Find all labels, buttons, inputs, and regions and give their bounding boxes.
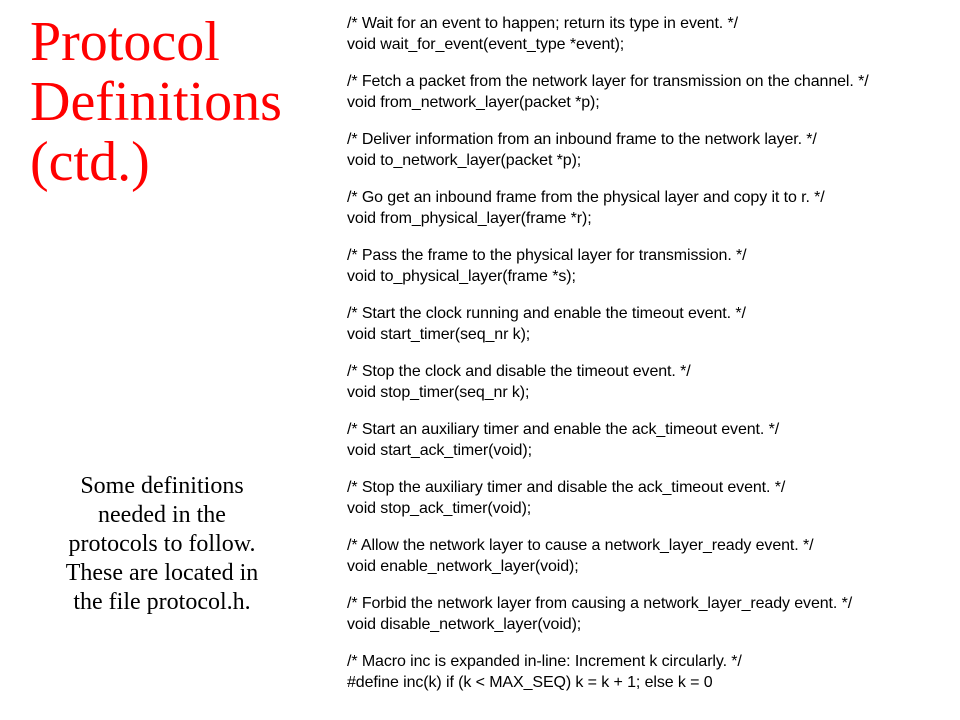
definition-entry (347, 72, 947, 130)
definition-code: void stop_ack_timer(void); (347, 499, 532, 517)
definition-entry (347, 478, 947, 536)
caption-line: Some definitions (80, 473, 244, 499)
definition-entry (347, 14, 947, 72)
definition-code: void from_network_layer(packet *p); (347, 93, 600, 111)
definition-entry (347, 246, 947, 304)
definition-comment: /* Start an auxiliary timer and enable the ack_timeout event. */ (347, 421, 780, 438)
definition-comment: /* Macro inc is expanded in-line: Increment k circularly. */ (347, 653, 742, 670)
definition-code: #define inc(k) if (k < MAX_SEQ) k = k + 1; else k = 0 (347, 673, 713, 691)
caption-line: needed in the (98, 502, 226, 528)
definition-code: void stop_timer(seq_nr k); (347, 383, 530, 401)
definition-entry (347, 304, 947, 362)
definition-entry (347, 652, 947, 710)
caption-line: These are located in (65, 560, 259, 586)
definition-entry (347, 362, 947, 420)
definition-comment: /* Allow the network layer to cause a network_layer_ready event. */ (347, 537, 814, 554)
definition-code: void start_ack_timer(void); (347, 441, 532, 459)
definition-entry (347, 594, 947, 652)
definition-code: void to_physical_layer(frame *s); (347, 267, 576, 285)
definition-comment: /* Stop the clock and disable the timeout event. */ (347, 363, 691, 380)
slide-caption (14, 472, 310, 617)
definition-comment: /* Start the clock running and enable the timeout event. */ (347, 305, 746, 322)
definition-code: void start_timer(seq_nr k); (347, 325, 531, 343)
definition-entry (347, 130, 947, 188)
definition-code: void disable_network_layer(void); (347, 615, 582, 633)
definition-comment: /* Stop the auxiliary timer and disable the ack_timeout event. */ (347, 479, 786, 496)
definition-code: void enable_network_layer(void); (347, 557, 579, 575)
slide-title-line: (ctd.) (30, 131, 150, 193)
caption-line: protocols to follow. (68, 531, 256, 557)
definition-code: void to_network_layer(packet *p); (347, 151, 582, 169)
definition-comment: /* Pass the frame to the physical layer for transmission. */ (347, 247, 747, 264)
definitions-list (347, 14, 947, 710)
definition-comment: /* Go get an inbound frame from the physical layer and copy it to r. */ (347, 189, 825, 206)
definition-comment: /* Forbid the network layer from causing a network_layer_ready event. */ (347, 595, 853, 612)
definition-comment: /* Fetch a packet from the network layer for transmission on the channel. */ (347, 73, 869, 90)
definition-code: void from_physical_layer(frame *r); (347, 209, 592, 227)
definition-comment: /* Wait for an event to happen; return its type in event. */ (347, 15, 738, 32)
definition-comment: /* Deliver information from an inbound frame to the network layer. */ (347, 131, 817, 148)
definition-entry (347, 420, 947, 478)
definition-entry (347, 536, 947, 594)
definition-code: void wait_for_event(event_type *event); (347, 35, 625, 53)
slide-title-line: Protocol (30, 11, 220, 73)
definition-entry (347, 188, 947, 246)
slide-title-line: Definitions (30, 71, 282, 133)
slide-title (30, 12, 320, 192)
caption-line: the file protocol.h. (73, 589, 251, 615)
